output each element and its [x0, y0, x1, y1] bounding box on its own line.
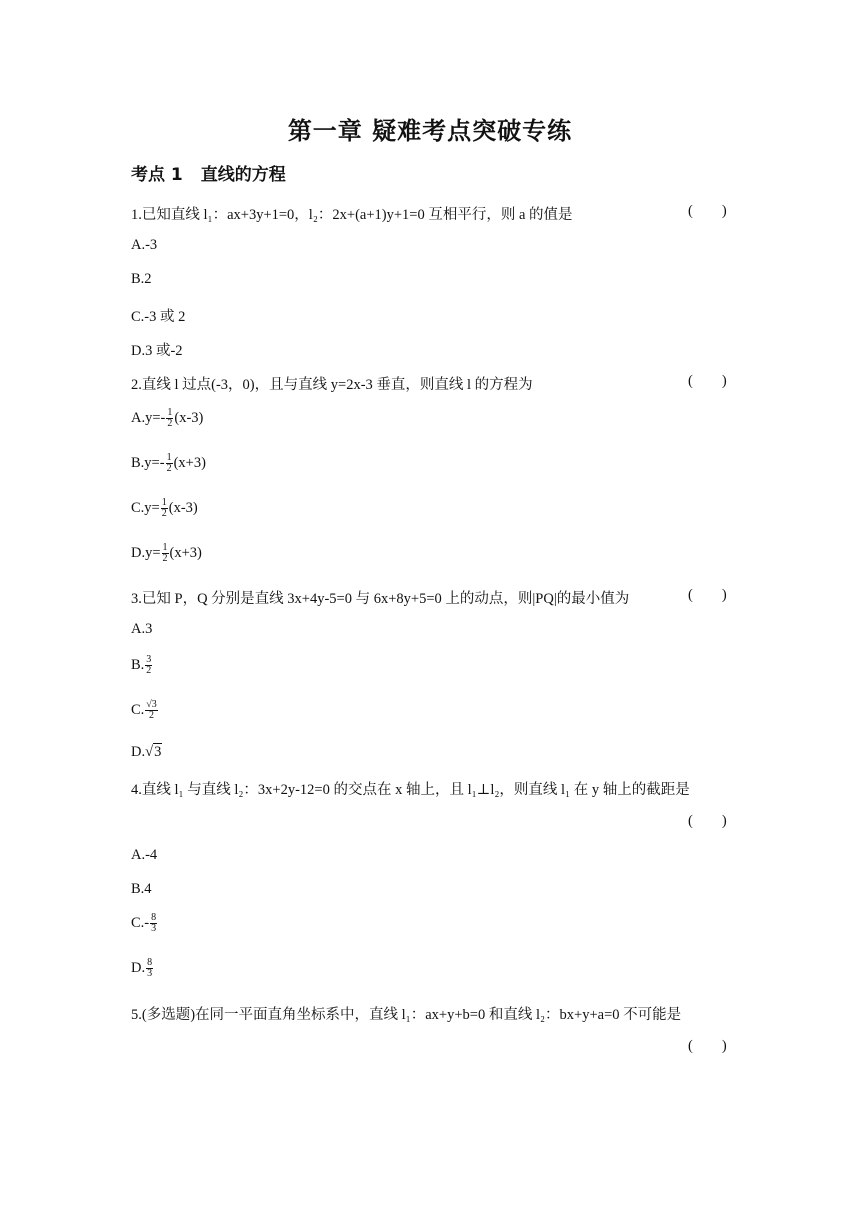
- question-5-stem: 5.(多选题)在同一平面直角坐标系中，直线 l₁：ax+y+b=0 和直线 l₂：bx+y+a=0 不可能是: [131, 1007, 682, 1023]
- q4-option-c: C.- $\frac{8}{3}$: [131, 912, 157, 934]
- fraction: $\frac{1}{2}$: [167, 407, 173, 429]
- answer-blank-4: ( ): [688, 813, 727, 829]
- fraction: $\frac{3}{2}$: [146, 654, 152, 676]
- question-3-stem: 3.已知 P，Q 分别是直线 3x+4y-5=0 与 6x+8y+5=0 上的动点，则|PQ|的最小值为: [131, 591, 630, 607]
- square-root: √3: [145, 744, 162, 760]
- question-1-stem: 1.已知直线 l₁：ax+3y+1=0，l₂：2x+(a+1)y+1=0 互相平行，则 a 的值是: [131, 207, 573, 223]
- question-2-stem: 2.直线 l 过点(-3，0)，且与直线 y=2x-3 垂直，则直线 l 的方程为: [131, 377, 533, 393]
- q3-option-d: D.√3: [131, 744, 162, 760]
- section-number: 考点 1: [131, 165, 183, 185]
- fraction: $\frac{8}{3}$: [147, 957, 153, 979]
- answer-blank-5: ( ): [688, 1038, 727, 1054]
- q4-option-a: A.-4: [131, 847, 158, 863]
- q1-option-a: A.-3: [131, 237, 158, 253]
- q2-option-d: D.y= $\frac{1}{2}$ (x+3): [131, 542, 202, 564]
- q1-option-d: D.3 或-2: [131, 343, 183, 359]
- answer-blank-2: ( ): [688, 373, 727, 389]
- q2-option-b: B.y=- $\frac{1}{2}$ (x+3): [131, 452, 206, 474]
- q3-option-c: C. $\frac{√3}{2}$: [131, 699, 157, 721]
- q3-option-a: A.3: [131, 621, 153, 637]
- fraction: $\frac{√3}{2}$: [146, 699, 157, 721]
- page-title: 第一章 疑难考点突破专练: [287, 117, 573, 145]
- fraction: $\frac{8}{3}$: [151, 912, 157, 934]
- fraction: $\frac{1}{2}$: [166, 452, 172, 474]
- q3-option-b: B. $\frac{3}{2}$: [131, 654, 152, 676]
- q1-option-b: B.2: [131, 271, 152, 287]
- section-heading: [131, 160, 286, 185]
- q1-option-c: C.-3 或 2: [131, 309, 186, 325]
- fraction: $\frac{1}{2}$: [161, 497, 167, 519]
- section-name: 直线的方程: [200, 165, 286, 185]
- q2-option-c: C.y= $\frac{1}{2}$ (x-3): [131, 497, 198, 519]
- q4-option-b: B.4: [131, 881, 152, 897]
- q4-option-d: D. $\frac{8}{3}$: [131, 957, 153, 979]
- q2-option-a: A.y=- $\frac{1}{2}$ (x-3): [131, 407, 204, 429]
- answer-blank-1: ( ): [688, 203, 727, 219]
- question-4-stem: 4.直线 l₁ 与直线 l₂：3x+2y-12=0 的交点在 x 轴上，且 l₁⊥l₂，则直线 l₁ 在 y 轴上的截距是: [131, 782, 690, 798]
- fraction: $\frac{1}{2}$: [162, 542, 168, 564]
- answer-blank-3: ( ): [688, 587, 727, 603]
